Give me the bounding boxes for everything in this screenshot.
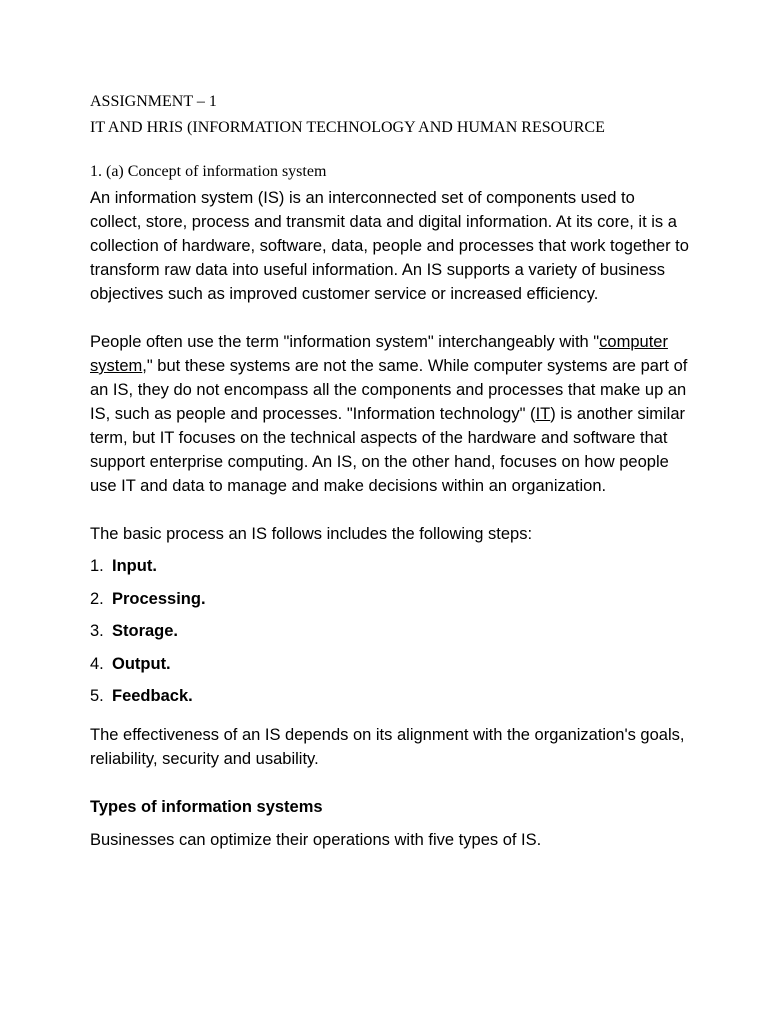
step-label: Input. (112, 557, 157, 575)
list-item (90, 619, 690, 643)
paragraph-types-intro: Businesses can optimize their operations with five types of IS. (90, 831, 542, 849)
step-label: Storage. (112, 622, 179, 640)
types-heading: Types of information systems (90, 798, 323, 816)
process-steps-list (90, 554, 690, 708)
assignment-title: ASSIGNMENT – 1 (90, 93, 217, 110)
list-item (90, 652, 690, 676)
paragraph-comparison (90, 330, 690, 498)
step-number: 2. (90, 589, 104, 608)
step-number: 1. (90, 557, 104, 575)
list-item (90, 587, 690, 611)
step-label: Output. (112, 654, 171, 673)
paragraph-effectiveness: The effectiveness of an IS depends on its alignment with the organization's goals, reliability, security and usability. (90, 726, 685, 768)
paragraph-comparison-text-b: ," but these systems are not the same. While computer systems are part of an IS, they do not encompass all the components and processes that make up an IS, such as people and processes. "Information technology" ( (90, 357, 688, 423)
step-label: Feedback. (112, 687, 193, 705)
list-item (90, 554, 690, 578)
step-number: 4. (90, 654, 104, 673)
step-label: Processing. (112, 589, 206, 608)
paragraph-comparison-text-c: ) is another similar term, but IT focuses on the technical aspects of the hardware and software that support enterprise computing. An IS, on the other hand, focuses on how people use IT and data to manage and make decisions within an organization. (90, 405, 686, 495)
paragraph-definition: An information system (IS) is an interconnected set of components used to collect, store, process and transmit data and digital information. At its core, it is a collection of hardware, software, data, people and processes that work together to transform raw data into useful information. An IS supports a variety of business objectives such as improved customer service or increased efficiency. (90, 189, 689, 303)
course-title: IT AND HRIS (INFORMATION TECHNOLOGY AND HUMAN RESOURCE (90, 119, 605, 136)
document-page (90, 90, 690, 852)
step-number: 5. (90, 687, 104, 705)
list-item (90, 684, 690, 708)
paragraph-comparison-text-a: People often use the term "information system" interchangeably with " (90, 333, 600, 351)
step-number: 3. (90, 622, 104, 640)
it-link[interactable]: IT (535, 405, 551, 423)
section-heading: 1. (a) Concept of information system (90, 163, 327, 180)
paragraph-process-intro: The basic process an IS follows includes the following steps: (90, 525, 533, 543)
computer-system-link[interactable]: computer system (90, 333, 668, 375)
